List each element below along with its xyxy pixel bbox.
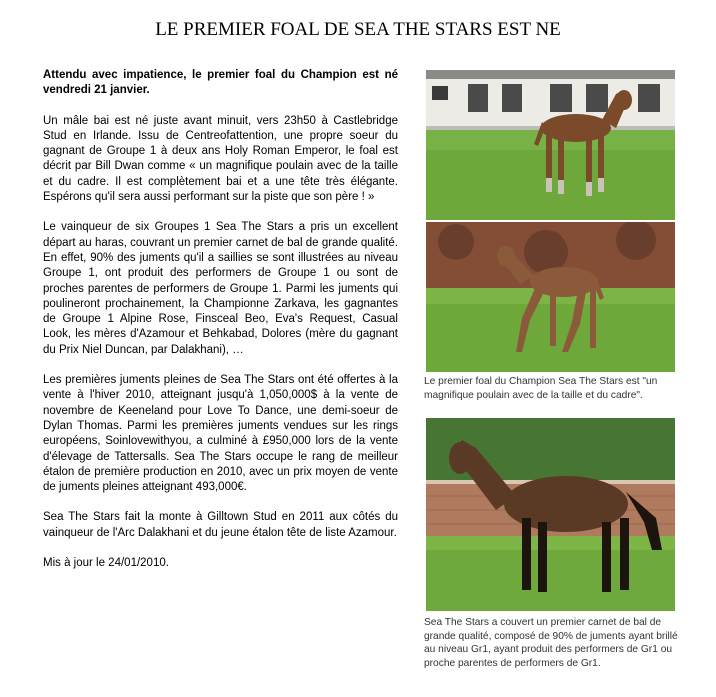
paragraph-sales: Les premières juments pleines de Sea The Stars ont été offertes à la vente à l'hiver 2010, atteignant jusqu'à 1,050,000$ à la vente de novembre de Keeneland pour Love To Dance, une demi-soeur de Dylan Thomas. Parmi les premières juments vendues sur les rings européens, Soinlovewithyou, a culminé à £950,000 lors de la vente d'élevage de Tattersalls. Sea The Stars occupe le rang de meilleur étalon de première production en 2010, avec un prix moyen de vente de juments pleines atteignant 493,000€.	[43, 374, 398, 494]
paragraph-birth: Un mâle bai est né juste avant minuit, vers 23h50 à Castlebridge Stud en Irlande. Issu de Centreofattention, une propre soeur du gagnant de Groupe 1 à deux ans Holy Roman Emperor, le foal est décrit par Bill Dwan comme « un magnifique poulain avec de la taille et du cadre. Il est complètement bai et a une tête très élégante. Espérons qu'il sera aussi performant sur la piste que son père ! »	[43, 114, 398, 204]
update-date: Mis à jour le 24/01/2010.	[43, 557, 169, 570]
stallion-photo-caption: Sea The Stars a couvert un premier carnet de bal de grande qualité, composé de 90% de juments ayant brillé au niveau Gr1, ayant produit des performers de Gr1 ou proche parentes de performers de Gr1.	[424, 617, 678, 669]
article-body	[43, 68, 398, 586]
foal-photo-stable	[426, 70, 675, 220]
foal-photo-hedge	[426, 222, 675, 372]
paragraph-stud-start: Le vainqueur de six Groupes 1 Sea The Stars a pris un excellent départ au haras, couvrant un premier carnet de bal de grande qualité. En effet, 90% des juments qu'il a saillies se sont illustrées au niveau Groupe 1, ont produit des performers de Groupe 1 ou sont de proches parentes de performers de Groupe 1. Parmi les juments qui poulineront prochainement, la Championne Zarkava, les gagnantes de Groupe 1 Alpine Rose, Finsceal Beo, Eva's Request, Casual Look, les mères d'Azamour et Behkabad, Dolores (mère du gagnant du Prix Niel Duncan, par Dalakhani), …	[43, 221, 398, 356]
lead-paragraph: Attendu avec impatience, le premier foal du Champion est né vendredi 21 janvier.	[43, 69, 398, 97]
foal-photo-caption: Le premier foal du Champion Sea The Stars est "un magnifique poulain avec de la taille et du cadre".	[424, 376, 658, 401]
page-title: LE PREMIER FOAL DE SEA THE STARS EST NE	[155, 19, 561, 40]
paragraph-gilltown: Sea The Stars fait la monte à Gilltown Stud en 2011 aux côtés du vainqueur de l'Arc Dalakhani et du jeune étalon tête de liste Azamour.	[43, 511, 398, 539]
stallion-photo	[426, 418, 675, 611]
